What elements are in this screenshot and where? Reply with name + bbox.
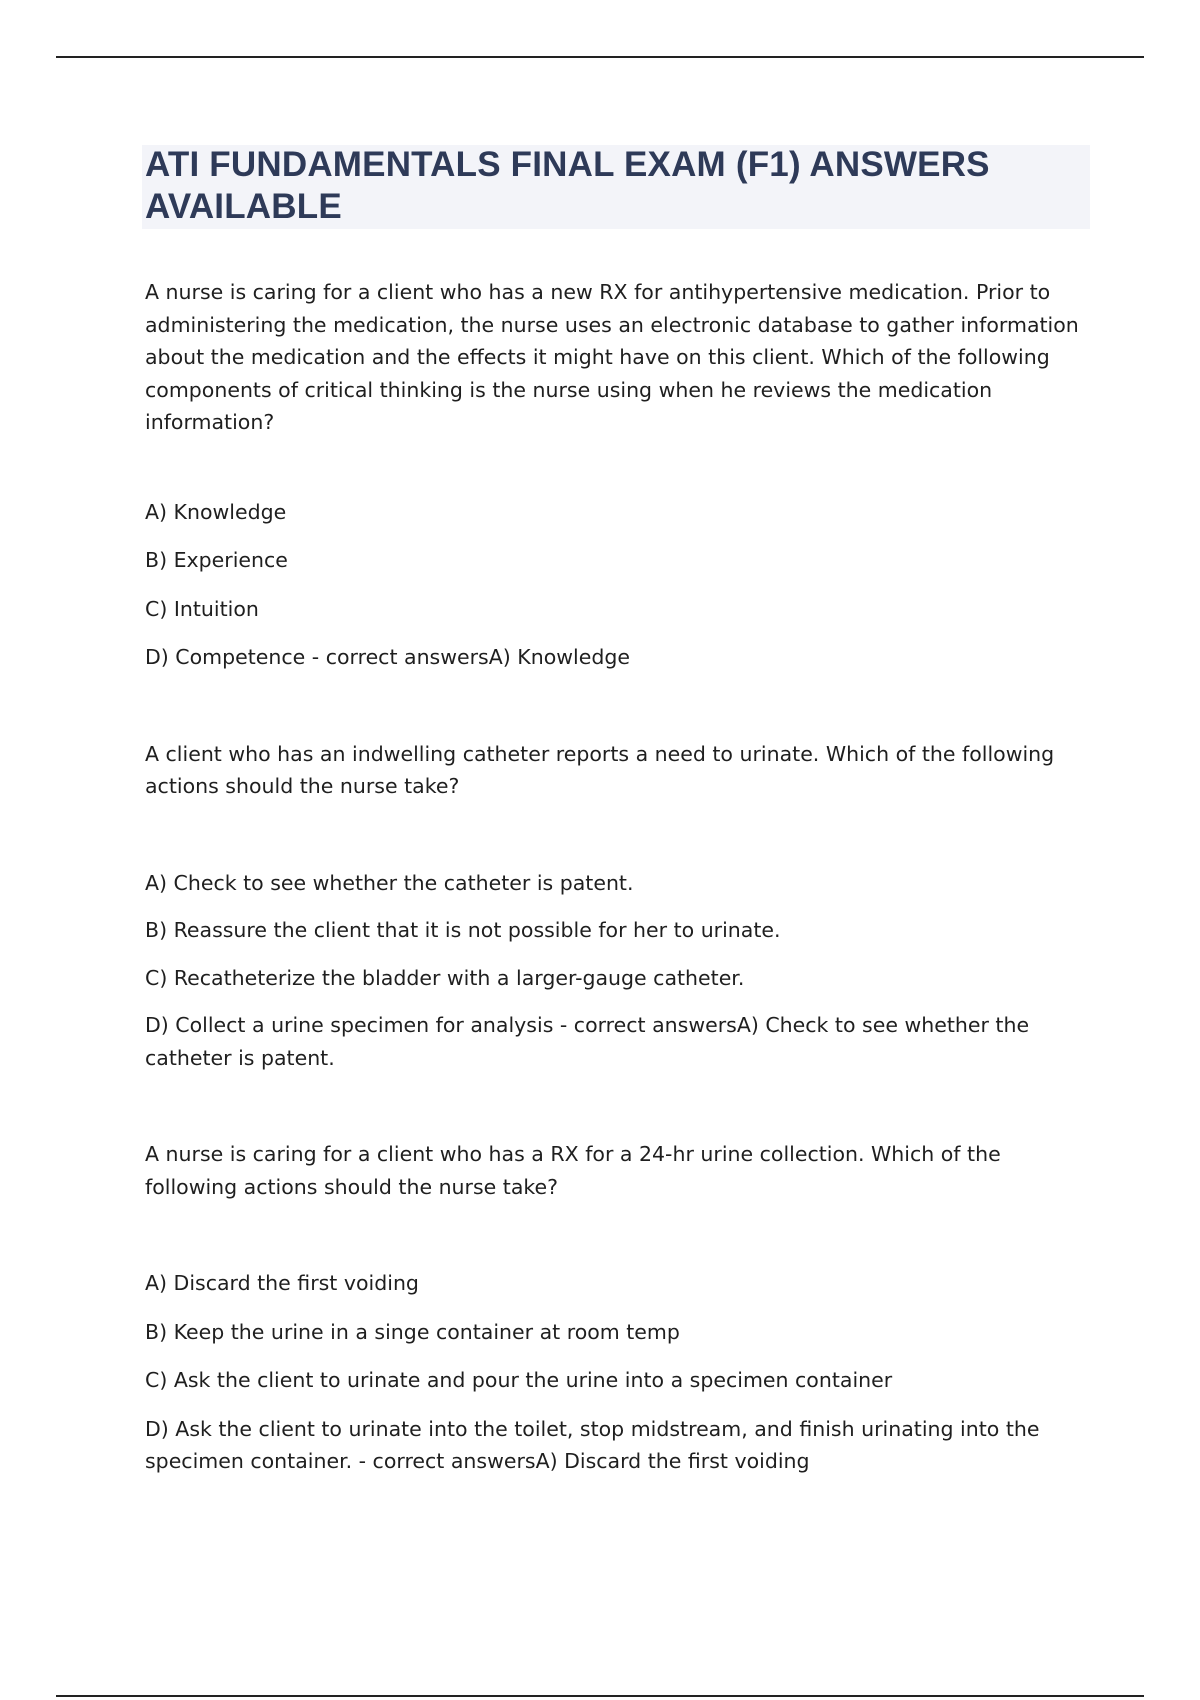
question-3-option-c: C) Ask the client to urinate and pour the urine into a specimen container — [145, 1368, 893, 1392]
document-title: ATI FUNDAMENTALS FINAL EXAM (F1) ANSWERS AVAILABLE — [145, 145, 990, 226]
question-3-option-d: D) Ask the client to urinate into the toilet, stop midstream, and finish urinating into the specimen container. - correct answersA) Discard the first voiding — [145, 1416, 1040, 1473]
question-3-option-a: A) Discard the first voiding — [145, 1271, 419, 1295]
question-1-option-c: C) Intuition — [145, 596, 259, 621]
question-1-option-b: B) Experience — [145, 548, 288, 572]
top-rule — [56, 56, 1144, 58]
question-1-options — [145, 496, 1095, 674]
question-2-options — [145, 867, 1095, 1075]
question-2-option-d: D) Collect a urine specimen for analysis - correct answersA) Check to see whether the catheter is patent. — [145, 1013, 1030, 1070]
question-3-options — [145, 1267, 1095, 1478]
bottom-rule — [56, 1695, 1144, 1697]
question-3-option-b: B) Keep the urine in a singe container at room temp — [145, 1319, 680, 1344]
question-2-prompt: A client who has an indwelling catheter reports a need to urinate. Which of the following actions should the nurse take? — [145, 741, 1055, 798]
question-2-option-a: A) Check to see whether the catheter is patent. — [145, 870, 634, 895]
question-2-option-b: B) Reassure the client that it is not possible for her to urinate. — [145, 918, 781, 942]
document-body — [145, 276, 1095, 1478]
question-2-option-c: C) Recatheterize the bladder with a larger-gauge catheter. — [145, 965, 745, 990]
question-1-prompt: A nurse is caring for a client who has a new RX for antihypertensive medication. Prior to administering the medication, the nurse uses an electronic database to gather information about the medication and the effects it might have on this client. Which of the following components of critical thinking is the nurse using when he reviews the medication information? — [145, 280, 1079, 434]
question-1-option-d: D) Competence - correct answersA) Knowledge — [145, 645, 630, 669]
question-3-prompt: A nurse is caring for a client who has a RX for a 24-hr urine collection. Which of the following actions should the nurse take? — [145, 1142, 1001, 1199]
question-1-option-a: A) Knowledge — [145, 499, 287, 524]
